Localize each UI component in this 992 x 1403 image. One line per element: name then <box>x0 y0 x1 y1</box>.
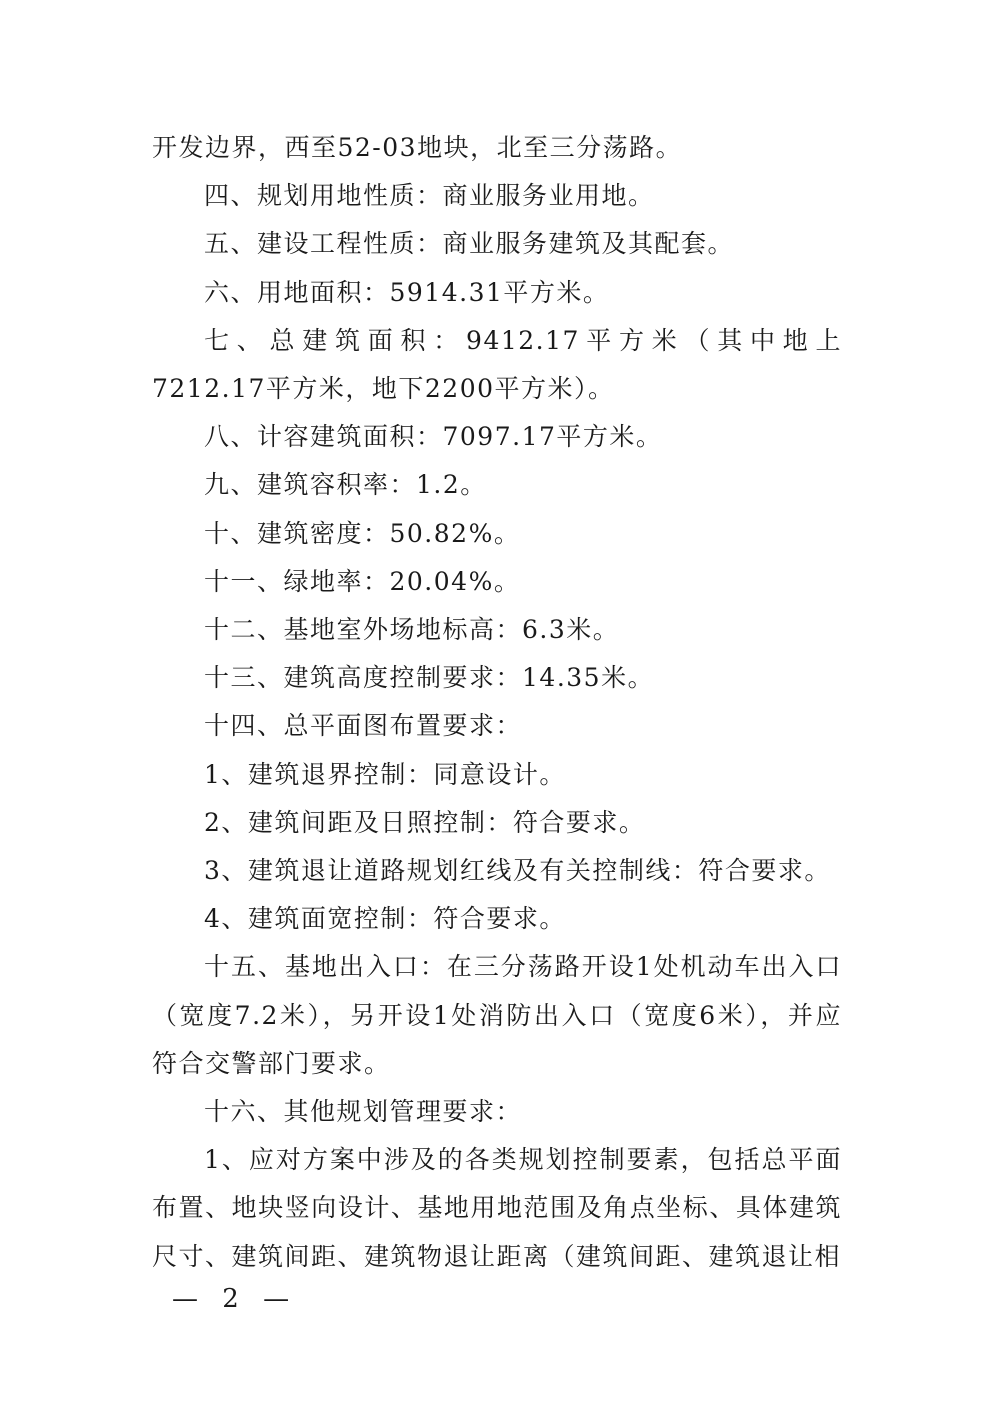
paragraph-land-use-nature: 四、规划用地性质：商业服务业用地。 <box>204 181 655 211</box>
paragraph-frontage-width: 4、建筑面宽控制：符合要求。 <box>204 904 566 934</box>
paragraph-spacing-sunlight: 2、建筑间距及日照控制：符合要求。 <box>204 807 646 837</box>
paragraph-height-control: 十三、建筑高度控制要求：14.35米。 <box>204 663 655 693</box>
page-number: — 2 — <box>172 1284 298 1314</box>
paragraph-other-requirements-heading: 十六、其他规划管理要求： <box>204 1097 523 1127</box>
paragraph-boundary-continuation: 开发边界，西至52-03地块，北至三分荡路。 <box>152 133 683 162</box>
paragraph-land-area: 六、用地面积：5914.31平方米。 <box>204 277 610 307</box>
paragraph-road-redline: 3、建筑退让道路规划红线及有关控制线：符合要求。 <box>204 856 831 886</box>
paragraph-total-floor-area: 七、总建筑面积：9412.17平方米（其中地上7212.17平方米，地下2200平方米）。 <box>152 325 842 404</box>
paragraph-floor-area-ratio: 九、建筑容积率：1.2。 <box>204 470 487 500</box>
paragraph-building-density: 十、建筑密度：50.82%。 <box>204 518 521 548</box>
paragraph-site-plan-heading: 十四、总平面图布置要求： <box>204 711 523 741</box>
paragraph-construction-nature: 五、建设工程性质：商业服务建筑及其配套。 <box>204 229 735 259</box>
paragraph-site-entrances: 十五、基地出入口：在三分荡路开设1处机动车出入口（宽度7.2米），另开设1处消防出入口（宽度6米），并应符合交警部门要求。 <box>152 952 842 1078</box>
paragraph-far-floor-area: 八、计容建筑面积：7097.17平方米。 <box>204 422 663 452</box>
paragraph-planning-control-elements: 1、应对方案中涉及的各类规划控制要素，包括总平面布置、地块竖向设计、基地用地范围及角点坐标、具体建筑尺寸、建筑间距、建筑物退让距离（建筑间距、建筑退让相 <box>152 1145 842 1271</box>
paragraph-green-ratio: 十一、绿地率：20.04%。 <box>204 566 521 596</box>
paragraph-setback-control: 1、建筑退界控制：同意设计。 <box>204 759 566 789</box>
document-body <box>152 124 842 1281</box>
paragraph-site-elevation: 十二、基地室外场地标高：6.3米。 <box>204 615 620 645</box>
